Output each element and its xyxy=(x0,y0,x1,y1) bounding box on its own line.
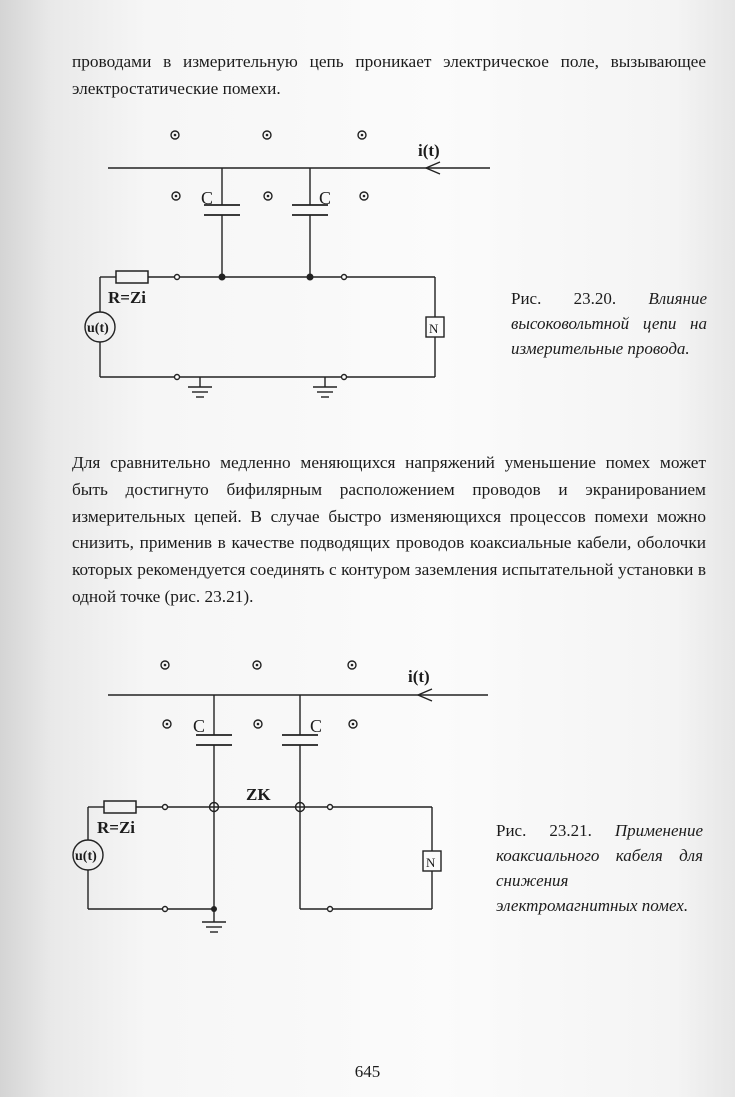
field-symbol-dot xyxy=(257,723,260,726)
source-label: u(t) xyxy=(87,321,109,336)
field-symbol-dot xyxy=(363,195,366,198)
junction-dot xyxy=(219,274,226,281)
field-symbol-dot xyxy=(256,664,259,667)
figure-23-20-circuit xyxy=(0,120,500,410)
load-label: N xyxy=(429,321,439,336)
figure-23-21-circuit xyxy=(0,650,500,950)
field-symbol-dot xyxy=(266,134,269,137)
resistor-label: R=Zi xyxy=(108,288,147,307)
impedance-label: ZK xyxy=(246,785,271,804)
field-symbol-dot xyxy=(351,664,354,667)
terminal xyxy=(163,907,168,912)
intro-paragraph: проводами в измерительную цепь проникает электрическое поле, вызывающее электростатические помехи. xyxy=(72,52,706,98)
capacitor-label: C xyxy=(193,716,206,736)
field-symbol-dot xyxy=(175,195,178,198)
terminal xyxy=(163,805,168,810)
field-symbol-dot xyxy=(267,195,270,198)
current-label: i(t) xyxy=(418,141,440,160)
resistor xyxy=(116,271,148,283)
terminal xyxy=(342,375,347,380)
terminal xyxy=(175,375,180,380)
page-number: 645 xyxy=(354,1062,381,1081)
field-symbol-dot xyxy=(174,134,177,137)
caption-label: Рис. 23.20. xyxy=(511,289,617,308)
field-symbol-dot xyxy=(361,134,364,137)
capacitor-label: C xyxy=(310,716,323,736)
terminal xyxy=(342,275,347,280)
figure-caption-23-20 xyxy=(511,286,707,361)
caption-title: Влияние высоковольтной цепи на измерительные провода. xyxy=(511,289,707,358)
caption-title: Применение коаксиального кабеля для снижения электромагнитных помех. xyxy=(496,821,703,915)
terminal xyxy=(328,805,333,810)
body-paragraph: Для сравнительно медленно меняющихся напряжений уменьшение помех может быть достигнуто бифилярным расположением проводов и экранированием измерительных цепей. В случае быстро изменяющихся процессов помехи можно снизить, применив в качестве подводящих проводов коаксиальные кабели, оболочки которых рекомендуется соединять с контуром заземления испытательной установки в одной точке (рис. 23.21). xyxy=(72,453,706,606)
source-label: u(t) xyxy=(75,849,97,864)
field-symbol-dot xyxy=(352,723,355,726)
capacitor-label: C xyxy=(319,188,332,208)
capacitor-label: C xyxy=(201,188,214,208)
current-label: i(t) xyxy=(408,667,430,686)
junction-dot xyxy=(307,274,314,281)
field-symbol-dot xyxy=(166,723,169,726)
field-symbol-dot xyxy=(164,664,167,667)
junction-dot xyxy=(211,906,217,912)
resistor-label: R=Zi xyxy=(97,818,136,837)
figure-caption-23-21 xyxy=(496,818,703,918)
terminal xyxy=(328,907,333,912)
resistor xyxy=(104,801,136,813)
terminal xyxy=(175,275,180,280)
load-label: N xyxy=(426,855,436,870)
caption-label: Рис. 23.21. xyxy=(496,821,592,840)
